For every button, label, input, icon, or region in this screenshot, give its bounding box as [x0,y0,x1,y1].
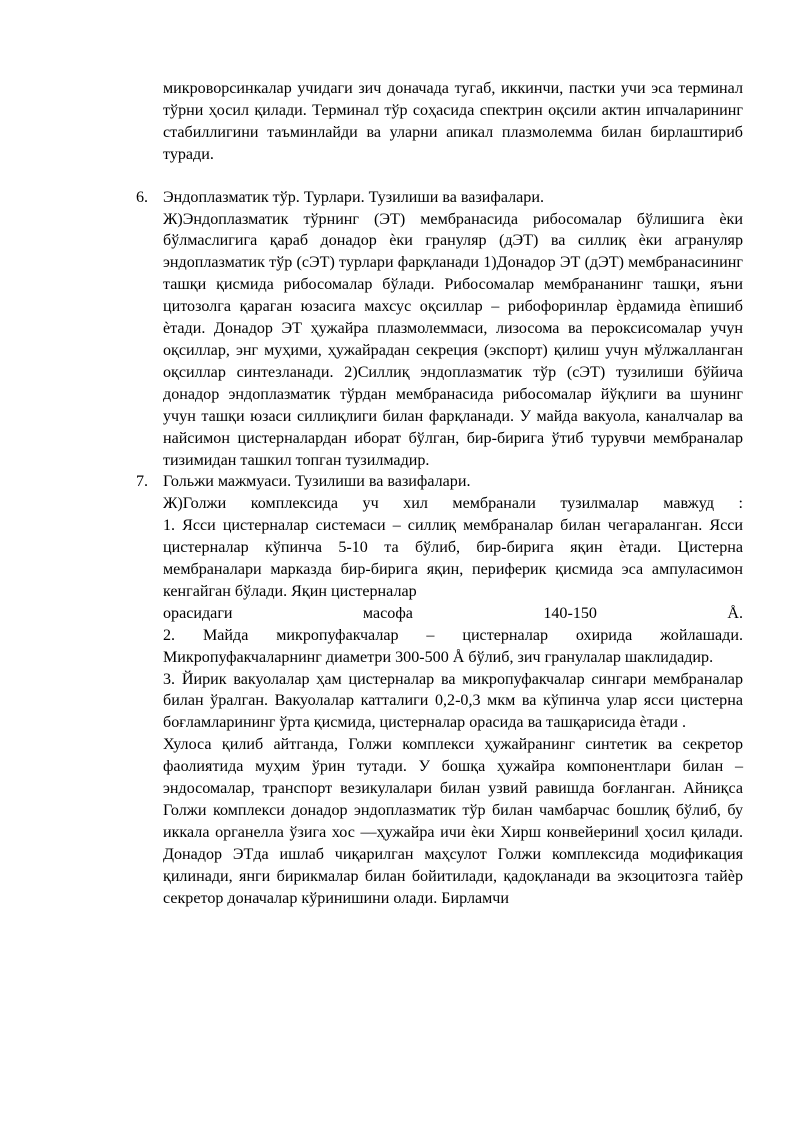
section-7-conclusion: Хулоса қилиб айтганда, Голжи комплекси ҳужайранинг синтетик ва секретор фаолиятида муҳим ўрин тутади. У бошқа ҳужайра компонентлари билан – эндосомалар, транспорт везикулалари билан узвий равишда боғланган. Айниқса Голжи комплекси донадор эндоплазматик тўр билан чамбарчас бошлиқ бўлиб, бу иккала органелла ўзига хос ―ҳужайра ичи ѐки Хирш конвейерини‖ ҳосил қилади. Донадор ЭТда ишлаб чиқарилган маҳсулот Голжи комплексида модификация қилинади, янги бирикмалар билан бойитилади, қадоқланади ва экзоцитозга тайѐр секретор доначалар кўринишини олади. Бирламчи [163,736,743,907]
section-6-body: Ж)Эндоплазматик тўрнинг (ЭТ) мембранасида рибосомалар бўлишига ѐки бўлмаслигига қараб донадор ѐки грануляр (дЭТ) ва силлиқ ѐки агрануляр эндоплазматик тўр (сЭТ) турлари фарқланади 1)Донадор ЭТ (дЭТ) мембранасининг ташқи қисмида рибосомалар бўлади. Рибосомалар мембрананинг ташқи, яъни цитозолга қараган юзасига махсус оқсиллар – рибофоринлар ѐрдамида ѐпишиб ѐтади. Донадор ЭТ ҳужайра плазмолеммаси, лизосома ва пероксисомалар учун оқсиллар, энг муҳими, ҳужайрадан секреция (экспорт) қилиш учун мўлжалланган оқсиллар синтезланади. 2)Силлиқ эндоплазматик тўр (сЭТ) тузилиши бўйича донадор эндоплазматик тўрдан мембранасида рибосомалар йўқлиги ва шунинг учун ташқи юзаси силлиқлиги билан фарқланади. У майда вакуола, каналчалар ва найсимон цистерналардан иборат бўлган, бир-бирига ўтиб турувчи мембраналар тизимидан ташкил топган тузилмадир. [163,210,743,469]
section-7-item-1-end: орасидаги масофа 140-150 Å. [163,604,743,622]
section-7 [136,471,743,909]
section-6-number: 6. [136,188,149,206]
section-7-item-1: 1. Ясси цистерналар системаси – силлиқ мембраналар билан чегараланган. Ясси цистерналар кўпинча 5-10 та бўлиб, бир-бирига яқин ѐтади. Цистерна мембраналари марказда бир-бирига яқин, периферик қисмида эса ампуласимон кенгайган бўлади. Яқин цистерналар [163,517,743,600]
section-7-number: 7. [136,473,149,491]
section-7-title: Гольжи мажмуаси. Тузилиши ва вазифалари. [163,473,471,491]
section-7-item-2: 2. Майда микропуфакчалар – цистерналар охирида жойлашади. Микропуфакчаларнинг диаметри 300-500 Å бўлиб, зич гранулалар шаклидадир. [163,626,743,666]
section-gap [163,166,743,187]
section-6 [136,187,743,472]
intro-paragraph: микроворсинкалар учидаги зич доначада тугаб, иккинчи, пастки учи эса терминал тўрни ҳосил қилади. Терминал тўр соҳасида спектрин оқсили актин ипчаларининг стабиллигини таъминлайди ва уларни апикал плазмолемма билан бирлаштириб туради. [163,80,743,163]
section-7-item-3: 3. Йирик вакуолалар ҳам цистерналар ва микропуфакчалар сингари мембраналар билан ўралган. Вакуолалар катталиги 0,2-0,3 мкм ва кўпинча улар ясси цистерна боғламларининг ўрта қисмида, цистерналар орасида ва ташқарисида ѐтади . [163,670,743,732]
section-6-title: Эндоплазматик тўр. Турлари. Тузилиши ва вазифалари. [163,188,544,206]
document-body [136,78,743,910]
section-7-lead: Ж)Голжи комплексида уч хил мембранали тузилмалар мавжуд : [163,495,743,513]
